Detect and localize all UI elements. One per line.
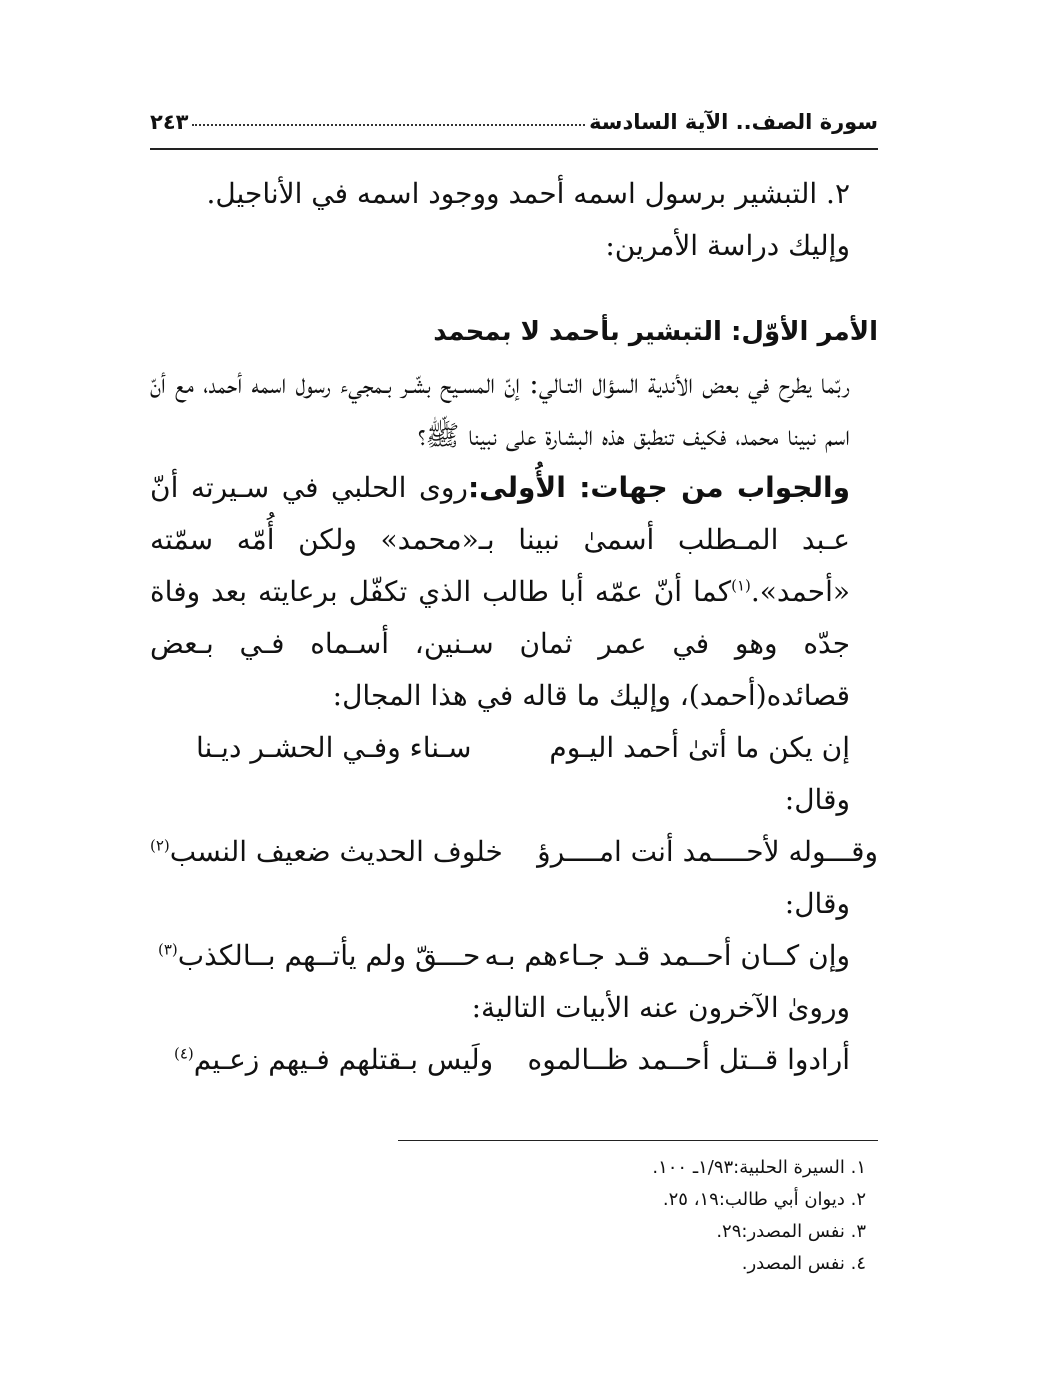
verse-2 <box>150 826 878 878</box>
paragraph-answer <box>150 462 878 722</box>
footnote-ref-1: (١) <box>731 576 751 595</box>
verse-1-first-hemistich: إن يكن ما أتىٰ أحمد اليـوم <box>549 731 850 764</box>
footnote-ref-4: (٤) <box>174 1044 194 1063</box>
footnote-ref-3: (٣) <box>158 940 178 959</box>
footnotes <box>398 1152 878 1280</box>
footnote-rule <box>398 1140 878 1141</box>
qala-1: وقال: <box>784 783 850 816</box>
list-item-2: ٢. التبشير برسول اسمه أحمد ووجود اسمه في الأناجيل. <box>206 177 850 210</box>
intro-line: وإليك دراسة الأمرين: <box>605 229 850 262</box>
answer-text: روى الحلبي في سـيرته أنّ عـبد المـطلب أسمىٰ نبينا بـ«محمد» ولكن أُمّه سمّته «أحمد». <box>150 471 851 608</box>
section-gap <box>150 272 878 306</box>
footnote-2: ٢. ديوان أبي طالب:١٩، ٢٥. <box>662 1189 866 1210</box>
rawa-line: ورویٰ الآخرون عنه الأبيات التالية: <box>471 991 850 1024</box>
verse-2-second-text: خلوف الحديث ضعيف النسب <box>169 835 503 868</box>
footnote-4: ٤. نفس المصدر. <box>741 1253 866 1274</box>
verse-3 <box>150 930 878 982</box>
paragraph-question: ربّما يطرح في بعض الأندية السؤال التـالي: إنّ المسـيح بشّـر بـمجيء رسول اسمه أحمد، مع أنّ اسم نبينا محمد، فكيف تنطبق هذه البشارة على نبينا ﷺ؟ <box>150 367 850 452</box>
header-dot-leader <box>192 124 585 126</box>
footnote-ref-2: (٢) <box>150 836 170 855</box>
verse-3-second-text: حـــقّ ولم يأتــهم بــالكذب <box>177 939 481 972</box>
verse-4-second-text: ولَيس بـقتلهم فـيهم زعـيم <box>193 1043 494 1076</box>
header-rule <box>150 148 878 150</box>
verse-4-second-hemistich <box>150 1034 493 1086</box>
verse-2-first-hemistich: وقـــوله لأحــــمد أنت امــــرؤ <box>537 835 878 868</box>
verse-4-first-hemistich: أرادوا قــتل أحــمد ظــالموه <box>527 1043 850 1076</box>
running-header <box>150 100 878 134</box>
page-number: ٢٤٣ <box>150 110 189 134</box>
verse-3-first-hemistich: وإن كــان أحــمد قـد جـاءهم بـه <box>484 939 850 972</box>
section-heading: الأمر الأوّل: التبشير بأحمد لا بمحمد <box>433 317 878 347</box>
answer-lead: والجواب من جهات: الأُولى: <box>467 471 850 504</box>
answer-text-cont: كما أنّ عمّه أبا طالب الذي تكفّل برعايته بعد وفاة جدّه وهو في عمر ثمان سـنين، أسـماه فـي بـعض قصائده(أحمد)، وإليك ما قاله في هذا المجال: <box>150 575 850 712</box>
qala-2: وقال: <box>784 887 850 920</box>
footnote-3: ٣. نفس المصدر:٢٩. <box>716 1221 866 1242</box>
verse-1 <box>150 722 878 774</box>
verse-3-second-hemistich <box>150 930 480 982</box>
header-title: سورة الصف.. الآية السادسة <box>589 110 878 134</box>
verse-1-second-hemistich: سـناء وفـي الحشـر ديـنا <box>196 731 472 764</box>
footnote-1: ١. السيرة الحلبية:١/٩٣ـ ١٠٠. <box>652 1157 866 1178</box>
verse-4 <box>150 1034 878 1086</box>
main-text <box>150 168 878 1086</box>
verse-2-second-hemistich <box>150 826 503 878</box>
